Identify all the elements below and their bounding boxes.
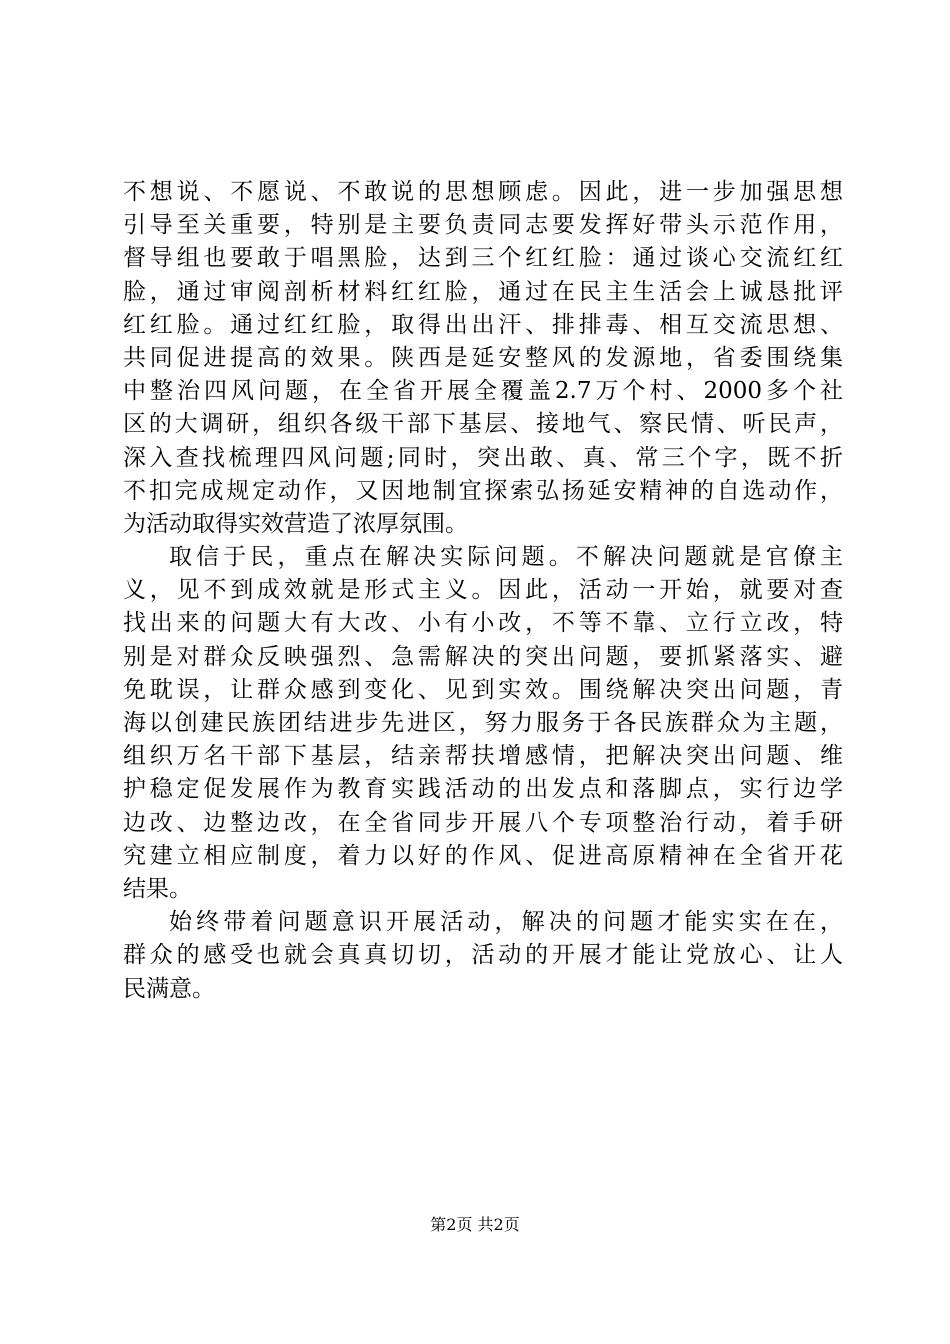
paragraph-line: 脸，通过审阅剖析材料红红脸，通过在民主生活会上诚恳批评 <box>123 278 843 305</box>
paragraph-line: 深入查找梳理四风问题;同时，突出敢、真、常三个字，既不折 <box>123 444 843 471</box>
paragraph-line: 免耽误，让群众感到变化、见到实效。围绕解决突出问题，青 <box>123 676 843 703</box>
paragraph-line: 护稳定促发展作为教育实践活动的出发点和落脚点，实行边学 <box>123 776 843 803</box>
paragraph-line: 中整治四风问题，在全省开展全覆盖2.7万个村、2000多个社 <box>123 378 843 405</box>
document-body <box>123 176 843 1006</box>
paragraph-line: 不想说、不愿说、不敢说的思想顾虑。因此，进一步加强思想 <box>123 179 843 205</box>
paragraph-line: 找出来的问题大有大改、小有小改，不等不靠、立行立改，特 <box>123 610 843 637</box>
paragraph-line: 不扣完成规定动作，又因地制宜探索弘扬延安精神的自选动作， <box>123 477 843 504</box>
paragraph-line: 共同促进提高的效果。陕西是延安整风的发源地，省委围绕集 <box>123 344 843 371</box>
paragraph-line: 究建立相应制度，着力以好的作风、促进高原精神在全省开花 <box>123 842 843 869</box>
paragraph-line: 边改、边整边改，在全省同步开展八个专项整治行动，着手研 <box>123 809 843 836</box>
paragraph-line: 民满意。 <box>123 975 215 1002</box>
paragraph-line: 义，见不到成效就是形式主义。因此，活动一开始，就要对查 <box>123 577 843 604</box>
paragraph-line: 别是对群众反映强烈、急需解决的突出问题，要抓紧落实、避 <box>123 643 843 670</box>
paragraph-line: 为活动取得实效营造了浓厚氛围。 <box>123 510 468 537</box>
paragraph-line: 群众的感受也就会真真切切，活动的开展才能让党放心、让人 <box>123 942 843 969</box>
paragraph-line: 取信于民，重点在解决实际问题。不解决问题就是官僚主 <box>169 544 843 571</box>
paragraph-line: 红红脸。通过红红脸，取得出出汗、排排毒、相互交流思想、 <box>123 311 843 338</box>
paragraph-line: 组织万名干部下基层，结亲帮扶增感情，把解决突出问题、维 <box>123 743 843 770</box>
paragraph-line: 海以创建民族团结进步先进区，努力服务于各民族群众为主题， <box>123 710 843 736</box>
paragraph-line: 结果。 <box>123 875 192 902</box>
paragraph-line: 始终带着问题意识开展活动，解决的问题才能实实在在， <box>169 909 843 936</box>
paragraph-line: 引导至关重要，特别是主要负责同志要发挥好带头示范作用， <box>123 212 843 239</box>
page-number-footer: 第2页 共2页 <box>430 1215 520 1234</box>
paragraph-line: 督导组也要敢于唱黑脸，达到三个红红脸：通过谈心交流红红 <box>123 245 843 272</box>
paragraph-line: 区的大调研，组织各级干部下基层、接地气、察民情、听民声， <box>123 411 843 438</box>
